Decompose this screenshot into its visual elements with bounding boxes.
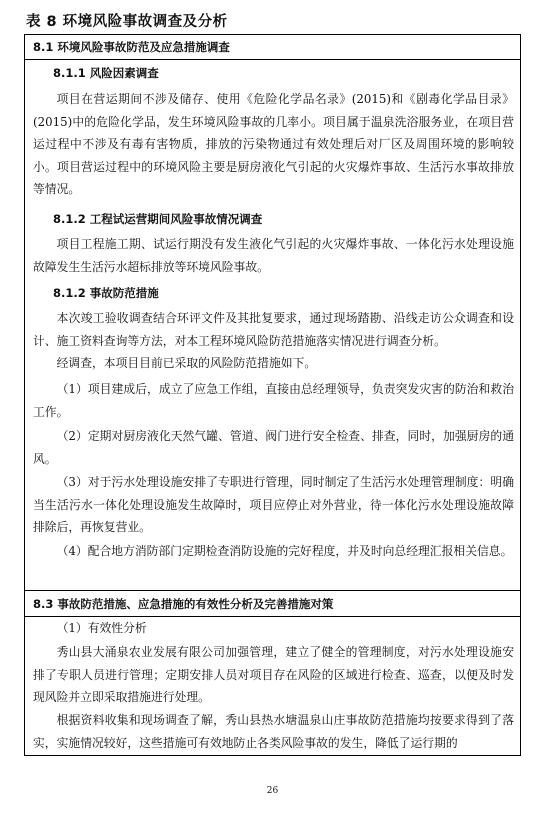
effectiveness-label: （1）有效性分析 [56, 621, 147, 635]
section-8-1-1-heading: 8.1.1 风险因素调查 [53, 66, 159, 80]
implementation-paragraph: 根据资料收集和现场调查了解，秀山县热水塘温泉山庄事故防范措施均按要求得到了落实，实施情况较好，这些措施可有效地防止各类风险事故的发生，降低了运行期的 [33, 713, 514, 750]
table-divider [25, 59, 520, 60]
table-divider [25, 590, 520, 591]
section-8-1-heading: 8.1 环境风险事故防范及应急措施调查 [33, 40, 230, 54]
measure-4-paragraph: （4）配合地方消防部门定期检查消防设施的完好程度，并及时向总经理汇报相关信息。 [56, 544, 513, 558]
page-number: 26 [266, 786, 279, 796]
prevention-intro-paragraph: 本次竣工验收调查结合环评文件及其批复要求，通过现场踏勘、沿线走访公众调查和设计、施工资料查询等方法，对本工程环境风险防范措施落实情况进行调查分析。 [33, 311, 514, 348]
measure-3-paragraph: （3）对于污水处理设施安排了专职进行管理，同时制定了生活污水处理管理制度：明确当生活污水一体化处理设施发生故障时，项目应停止对外营业，待一体化污水处理设施故障排除后，再恢复营业。 [33, 475, 514, 534]
measure-1-paragraph: （1）项目建成后，成立了应急工作组，直接由总经理领导，负责突发灾害的防治和救治工作。 [33, 382, 514, 419]
table-title: 表 8 环境风险事故调查及分析 [26, 14, 228, 30]
effectiveness-paragraph: 秀山县大涌泉农业发展有限公司加强管理，建立了健全的管理制度，对污水处理设施安排了专职人员进行管理；定期安排人员对项目存在风险的区域进行检查、巡查，以便及时发现风险并立即采取措施进行处理。 [33, 645, 514, 704]
risk-survey-table [24, 34, 521, 756]
risk-factor-paragraph: 项目在营运期间不涉及储存、使用《危险化学品名录》(2015)和《剧毒化学品目录》(2015)中的危险化学品，发生环境风险事故的几率小。项目属于温泉洗浴服务业，在项目营运过程中不涉及有毒有害物质，排放的污染物通过有效处理后对厂区及周围环境的影响较小。项目营运过程中的环境风险主要是厨房液化气引起的火灾爆炸事故、生活污水事故排放等情况。 [33, 92, 514, 196]
survey-result-paragraph: 经调查，本项目目前已采取的风险防范措施如下。 [56, 356, 317, 370]
section-8-1-2-prevention-heading: 8.1.2 事故防范措施 [53, 286, 159, 300]
section-8-3-heading: 8.3 事故防范措施、应急措施的有效性分析及完善措施对策 [33, 597, 334, 611]
section-8-1-2-trial-heading: 8.1.2 工程试运营期间风险事故情况调查 [53, 212, 263, 226]
measure-2-paragraph: （2）定期对厨房液化天然气罐、管道、阀门进行安全检查、排查，同时，加强厨房的通风。 [33, 429, 514, 466]
trial-operation-paragraph: 项目工程施工期、试运行期没有发生液化气引起的火灾爆炸事故、一体化污水处理设施故障发生生活污水超标排放等环境风险事故。 [33, 237, 514, 274]
